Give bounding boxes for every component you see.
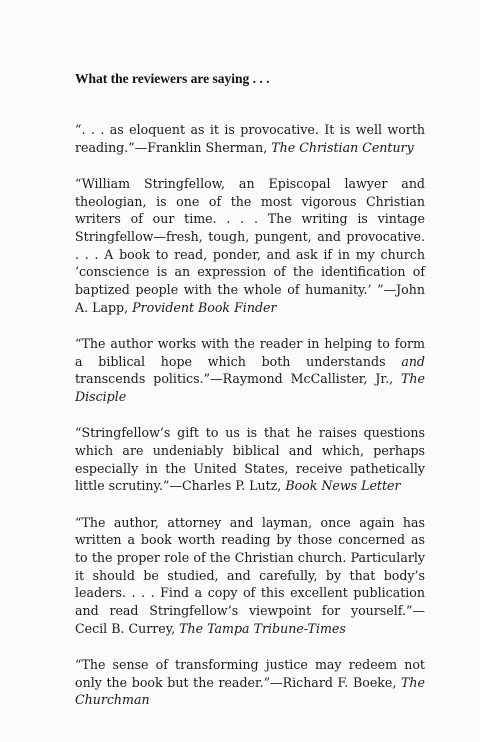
reviews-heading: What the reviewers are saying . . . (75, 71, 270, 86)
review-text: “The author, attorney and layman, once again has written a book worth reading by those concerned as to the proper role of the Christian church. Particularly it should be studied, and carefully, by that body’s leaders. . . . Find a copy of this excellent publication and read Stringfellow’s viewpoint for yourself.”— Cecil B. Currey, (75, 514, 425, 636)
reviews-list (75, 121, 425, 728)
review-source: The Churchman (75, 674, 425, 708)
review-christian-century (75, 121, 425, 156)
review-text: “The sense of transforming justice may redeem not only the book but the reader.”—Richard F. Boeke, (75, 657, 425, 690)
review-text: “Stringfellow’s gift to us is that he raises questions which are undeniably biblical and which, perhaps especially in the United States, receive pathetically little scrutiny.”—Charles P. Lutz, (75, 425, 425, 494)
review-the-disciple (75, 335, 425, 406)
review-source: The Tampa Tribune-Times (179, 620, 346, 636)
review-tampa-tribune-times (75, 514, 425, 638)
review-text-continued: transcends politics.”—Raymond McCallister, Jr., (75, 371, 402, 387)
review-text: “William Stringfellow, an Episcopal lawyer and theologian, is one of the most vigorous Christian writers of our time. . . . The writing is vintage Stringfellow—fresh, tough, pungent, and provocative. . . . A book to read, ponder, and ask if in my church ‘conscience is an expression of the identification of baptized people with the whole of humanity.’ ”—John A. Lapp, (75, 175, 425, 315)
review-emphasis: and (401, 353, 425, 369)
review-source: The Christian Century (271, 139, 414, 155)
review-provident-book-finder (75, 175, 425, 317)
review-text: “The author works with the reader in helping to form a biblical hope which both understands (75, 336, 425, 369)
review-text: “. . . as eloquent as it is provocative. It is well worth reading.”—Franklin Sherman, (75, 122, 425, 155)
review-the-churchman (75, 656, 425, 709)
review-book-news-letter (75, 424, 425, 495)
review-source: Provident Book Finder (132, 299, 277, 315)
review-source: Book News Letter (285, 478, 401, 494)
review-source: The Disciple (75, 371, 425, 405)
